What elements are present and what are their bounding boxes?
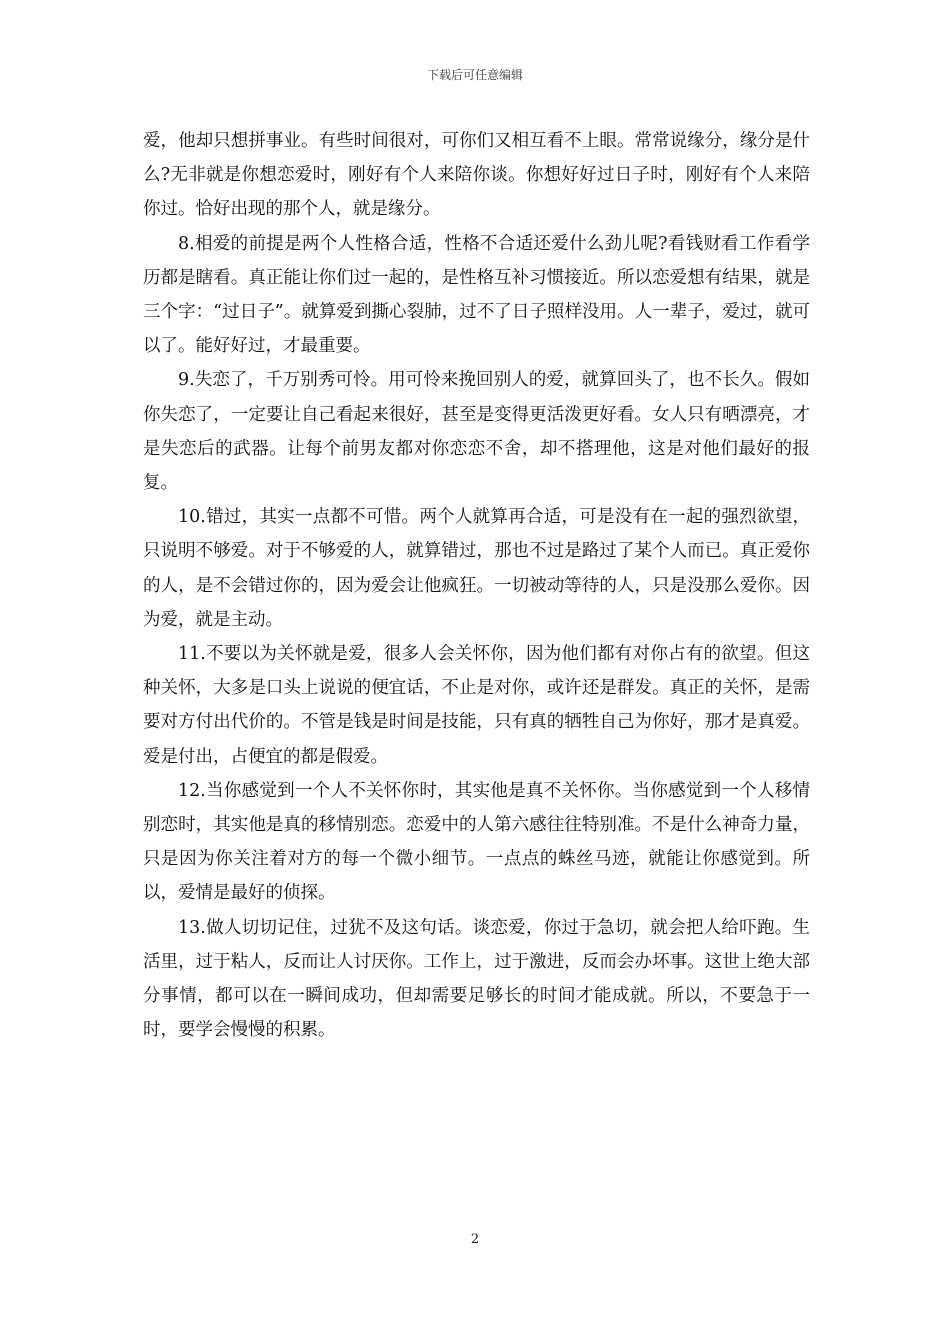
paragraph-item-10: 10.错过，其实一点都不可惜。两个人就算再合适，可是没有在一起的强烈欲望，只说明不够爱。对于不够爱的人，就算错过，那也不过是路过了某个人而已。真正爱你的人，是不会错过你的，因为爱会让他疯狂。一切被动等待的人，只是没那么爱你。因为爱，就是主动。 bbox=[143, 507, 810, 630]
page-header: 下载后可任意编辑 bbox=[426, 68, 523, 82]
paragraph-item-9: 9.失恋了，千万别秀可怜。用可怜来挽回别人的爱，就算回头了，也不长久。假如你失恋了，一定要让自己看起来很好，甚至是变得更活泼更好看。女人只有晒漂亮，才是失恋后的武器。让每个前男友都对你恋恋不舍，却不搭理他，这是对他们最好的报复。 bbox=[143, 370, 810, 494]
page-number: 2 bbox=[470, 1232, 480, 1247]
paragraph-item-11: 11.不要以为关怀就是爱，很多人会关怀你，因为他们都有对你占有的欲望。但这种关怀，大多是口头上说说的便宜话，不止是对你，或许还是群发。真正的关怀，是需要对方付出代价的。不管是钱是时间是技能，只有真的牺牲自己为你好，那才是真爱。爱是付出，占便宜的都是假爱。 bbox=[143, 644, 810, 767]
paragraph-continuation: 爱，他却只想拼事业。有些时间很对，可你们又相互看不上眼。常常说缘分，缘分是什么?无非就是你想恋爱时，刚好有个人来陪你谈。你想好好过日子时，刚好有个人来陪你过。恰好出现的那个人，就是缘分。 bbox=[143, 131, 810, 220]
paragraph-item-13: 13.做人切切记住，过犹不及这句话。谈恋爱，你过于急切，就会把人给吓跑。生活里，过于粘人，反而让人讨厌你。工作上，过于激进，反而会办坏事。这世上绝大部分事情，都可以在一瞬间成功，但却需要足够长的时间才能成就。所以，不要急于一时，要学会慢慢的积累。 bbox=[143, 917, 810, 1041]
body-text bbox=[143, 124, 810, 1047]
paragraph-item-8: 8.相爱的前提是两个人性格合适，性格不合适还爱什么劲儿呢?看钱财看工作看学历都是瞎看。真正能让你们过一起的，是性格互补习惯接近。所以恋爱想有结果，就是三个字：“过日子”。就算爱到撕心裂肺，过不了日子照样没用。人一辈子，爱过，就可以了。能好好过，才最重要。 bbox=[143, 233, 810, 357]
paragraph-item-12: 12.当你感觉到一个人不关怀你时，其实他是真不关怀你。当你感觉到一个人移情别恋时，其实他是真的移情别恋。恋爱中的人第六感往往特别准。不是什么神奇力量，只是因为你关注着对方的每一个微小细节。一点点的蛛丝马迹，就能让你感觉到。所以，爱情是最好的侦探。 bbox=[143, 780, 810, 904]
